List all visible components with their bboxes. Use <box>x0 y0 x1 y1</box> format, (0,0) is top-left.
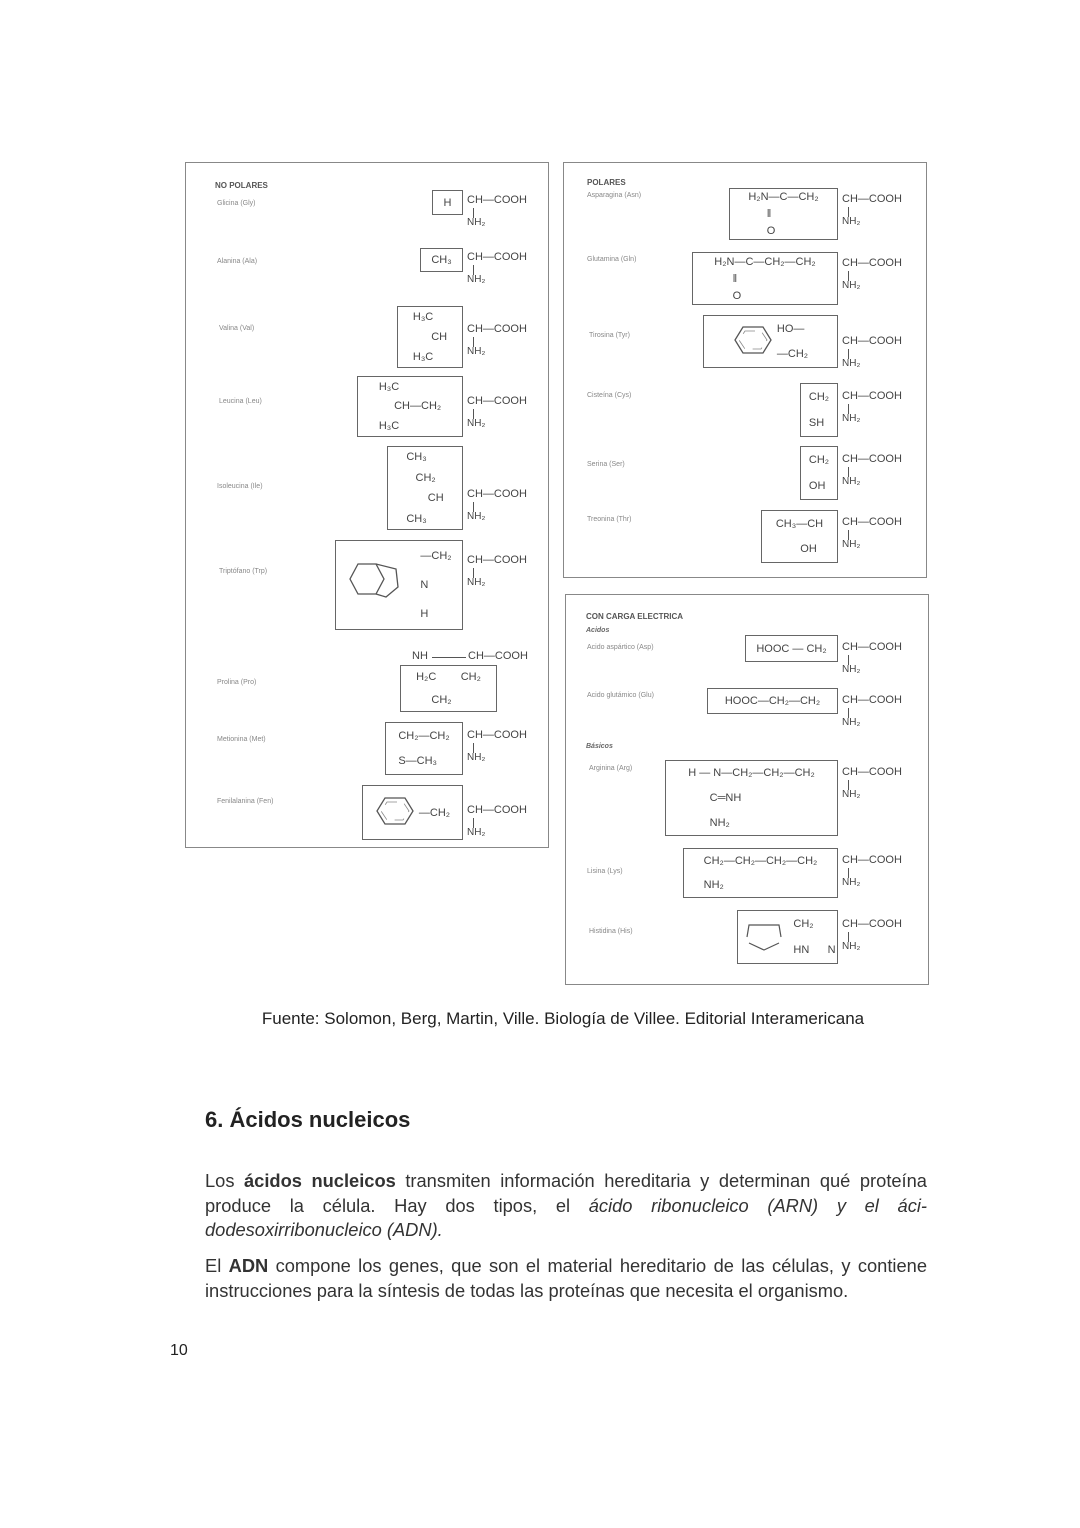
side-chain-line: H₃C <box>412 311 434 323</box>
backbone: CH—COOH <box>842 641 902 653</box>
backbone: CH—COOH <box>842 335 902 347</box>
backbone: CH—COOH <box>467 488 527 500</box>
backbone: CH—COOH <box>842 193 902 205</box>
amino-acid-name: Triptófano (Trp) <box>219 568 268 575</box>
amino-acid-name: Treonina (Thr) <box>587 516 632 523</box>
side-chain-box <box>357 376 463 437</box>
amino-group: NH₂ <box>842 476 861 487</box>
side-chain-line: CH—CH₂ <box>378 400 442 413</box>
side-chain-box <box>335 540 463 630</box>
side-chain-box <box>703 315 838 368</box>
bond-line <box>432 657 466 658</box>
side-chain-line: HN N <box>793 944 836 956</box>
side-chain-line: ‖ <box>748 207 772 220</box>
side-chain-box <box>432 190 463 215</box>
side-chain-box <box>745 635 838 662</box>
amino-acid-name: Acido aspártico (Asp) <box>587 644 654 651</box>
amino-acid-name: Metionina (Met) <box>217 736 266 743</box>
side-chain-line: CH₂ <box>808 391 830 403</box>
amino-group: NH₂ <box>842 717 861 728</box>
paragraph-run: El <box>205 1255 229 1276</box>
amino-group: NH₂ <box>842 789 861 800</box>
backbone: CH—COOH <box>842 694 902 706</box>
backbone: CH—COOH <box>467 194 527 206</box>
side-chain-line: O <box>714 289 742 302</box>
side-chain-box <box>400 665 497 712</box>
side-chain-line: SH <box>808 417 825 429</box>
side-chain-box <box>385 722 463 775</box>
side-chain-line: CH <box>406 492 444 505</box>
side-chain-line: CH₂—CH₂—CH₂—CH₂ <box>703 855 818 867</box>
side-chain-box <box>397 306 463 368</box>
amino-acid-name: Leucina (Leu) <box>219 398 262 405</box>
amino-acid-name: Valina (Val) <box>219 325 255 332</box>
amino-group: NH₂ <box>842 664 861 675</box>
side-chain-line: H₃C <box>378 420 400 433</box>
backbone: CH—COOH <box>467 251 527 263</box>
backbone: CH—COOH <box>842 390 902 402</box>
paragraph-run: compone los genes, que son el material hereditario de las células, y contiene instrucciones para la síntesis de todas las proteínas que necesita el organismo. <box>205 1255 927 1301</box>
acidos-subheading: Acidos <box>586 627 610 634</box>
side-chain-line: CH₃ <box>406 451 427 464</box>
page-number: 10 <box>170 1342 188 1359</box>
amino-acid-name: Asparagina (Asn) <box>587 192 642 199</box>
benzene-ring-icon <box>375 796 415 829</box>
no-polares-heading: NO POLARES <box>215 181 268 190</box>
side-chain-line: OH <box>775 543 817 556</box>
side-chain-line: CH₂ <box>416 693 452 706</box>
side-chain-box <box>387 446 463 530</box>
backbone: CH—COOH <box>842 453 902 465</box>
side-chain-line: H₂N—C—CH₂—CH₂ <box>714 255 816 268</box>
amino-acid-name: Glicina (Gly) <box>217 200 256 207</box>
side-chain-box <box>707 688 838 714</box>
side-chain-box <box>362 785 463 840</box>
amino-group: NH₂ <box>842 539 861 550</box>
figure-source: Fuente: Solomon, Berg, Martin, Ville. Biología de Villee. Editorial Interamericana <box>261 1009 865 1028</box>
amino-acid-name: Tirosina (Tyr) <box>589 332 630 339</box>
amino-acid-name: Cisteína (Cys) <box>587 392 632 399</box>
side-chain-line: H₂N—C—CH₂ <box>748 191 819 204</box>
amino-acid-name: Fenilalanina (Fen) <box>217 798 274 805</box>
side-chain-box <box>683 848 838 898</box>
paragraph-run: ADN <box>228 1255 269 1276</box>
benzene-ring-icon <box>733 325 773 358</box>
section-heading: 6. Ácidos nucleicos <box>205 1107 411 1132</box>
backbone: CH—COOH <box>842 516 902 528</box>
amino-group: NH₂ <box>467 511 486 522</box>
amino-acid-name: Lisina (Lys) <box>587 868 623 875</box>
side-chain-line: H — N—CH₂—CH₂—CH₂ <box>688 767 815 780</box>
amino-acid-name: Isoleucina (Ile) <box>217 483 263 490</box>
amino-acid-name: Acido glutámico (Glu) <box>587 692 654 699</box>
paragraph-run: Los <box>205 1170 245 1191</box>
carga-heading: CON CARGA ELECTRICA <box>586 612 684 621</box>
backbone: CH—COOH <box>842 257 902 269</box>
amino-group: NH₂ <box>467 577 486 588</box>
side-chain-line: CH₃ <box>406 512 427 525</box>
side-chain-line: —CH₂ <box>420 549 452 562</box>
amino-acid-name: Serina (Ser) <box>587 461 625 468</box>
paragraph-run: ácido ribonucleico (ARN) y el áci-dodesoxirribonucleico (ADN). <box>205 1194 927 1240</box>
side-chain-box <box>800 383 838 437</box>
indole-ring-icon <box>346 559 416 612</box>
amino-group: NH₂ <box>842 280 861 291</box>
side-chain-line: CH <box>412 331 448 343</box>
amino-group: NH₂ <box>842 877 861 888</box>
amino-group: NH₂ <box>467 217 486 228</box>
side-chain-line: S—CH₃ <box>398 755 438 768</box>
side-chain-box <box>737 910 838 964</box>
backbone: CH—COOH <box>842 854 902 866</box>
side-chain-line: —CH₂ <box>776 348 809 361</box>
side-chain-line: H₃C <box>412 351 434 363</box>
imidazole-ring-icon <box>739 921 789 954</box>
amino-group: NH₂ <box>467 752 486 763</box>
side-chain-line: CH₂ <box>406 471 436 484</box>
side-chain-box <box>665 760 838 836</box>
backbone: CH—COOH <box>842 918 902 930</box>
proline-nh: NH <box>412 650 428 662</box>
backbone: CH—COOH <box>842 766 902 778</box>
side-chain-line: CH₃—CH <box>775 517 824 530</box>
side-chain-line: CH₂—CH₂ <box>398 729 450 742</box>
side-chain-line: O <box>748 224 776 237</box>
side-chain-line: C═NH <box>688 791 742 804</box>
side-chain-box <box>800 446 838 500</box>
amino-group: NH₂ <box>842 941 861 952</box>
amino-acid-name: Glutamina (Gln) <box>587 256 637 263</box>
amino-acid-name: Alanina (Ala) <box>217 258 258 265</box>
side-chain-box <box>729 188 838 240</box>
side-chain-line: CH₃ <box>431 254 452 266</box>
polares-heading: POLARES <box>587 178 626 187</box>
amino-group: NH₂ <box>467 274 486 285</box>
side-chain-line: HOOC — CH₂ <box>756 642 827 655</box>
side-chain-line: H₃C <box>378 380 400 393</box>
side-chain-line: N <box>420 578 429 591</box>
side-chain-box <box>692 252 838 305</box>
amino-group: NH₂ <box>467 418 486 429</box>
basicos-subheading: Básicos <box>586 743 613 750</box>
backbone: CH—COOH <box>467 395 527 407</box>
amino-acid-name: Histidina (His) <box>589 928 633 935</box>
backbone: CH—COOH <box>467 804 527 816</box>
side-chain-line: NH₂ <box>688 816 730 829</box>
paragraph-1 <box>205 1169 927 1243</box>
side-chain-line: NH₂ <box>703 879 724 891</box>
backbone: CH—COOH <box>467 729 527 741</box>
paragraph-run: ácidos nucleicos <box>244 1170 396 1191</box>
side-chain-line: CH₂ <box>808 454 830 466</box>
side-chain-line: H <box>443 196 452 209</box>
side-chain-line: CH₂ <box>793 918 814 930</box>
amino-acid-name: Prolina (Pro) <box>217 679 257 686</box>
backbone: CH—COOH <box>467 554 527 566</box>
side-chain-box <box>761 510 838 563</box>
amino-acid-name: Arginina (Arg) <box>589 765 633 772</box>
amino-group: NH₂ <box>467 346 486 357</box>
side-chain-line: HO— <box>776 322 805 335</box>
side-chain-line: H <box>420 608 429 621</box>
backbone: CH—COOH <box>467 323 527 335</box>
side-chain-line: —CH₂ <box>418 806 451 819</box>
side-chain-line: HOOC—CH₂—CH₂ <box>724 695 821 707</box>
side-chain-line: H₂C CH₂ <box>416 671 481 684</box>
amino-group: NH₂ <box>842 413 861 424</box>
amino-group: NH₂ <box>467 827 486 838</box>
amino-group: NH₂ <box>842 216 861 227</box>
side-chain-line: ‖ <box>714 272 738 285</box>
paragraph-run: transmiten información hereditaria y determinan qué proteína produce la célula. Hay dos tipos, el <box>205 1170 927 1216</box>
paragraph-2 <box>205 1254 927 1303</box>
side-chain-line: OH <box>808 480 826 492</box>
amino-group: NH₂ <box>842 358 861 369</box>
side-chain-box <box>420 248 463 272</box>
backbone: CH—COOH <box>468 650 528 662</box>
